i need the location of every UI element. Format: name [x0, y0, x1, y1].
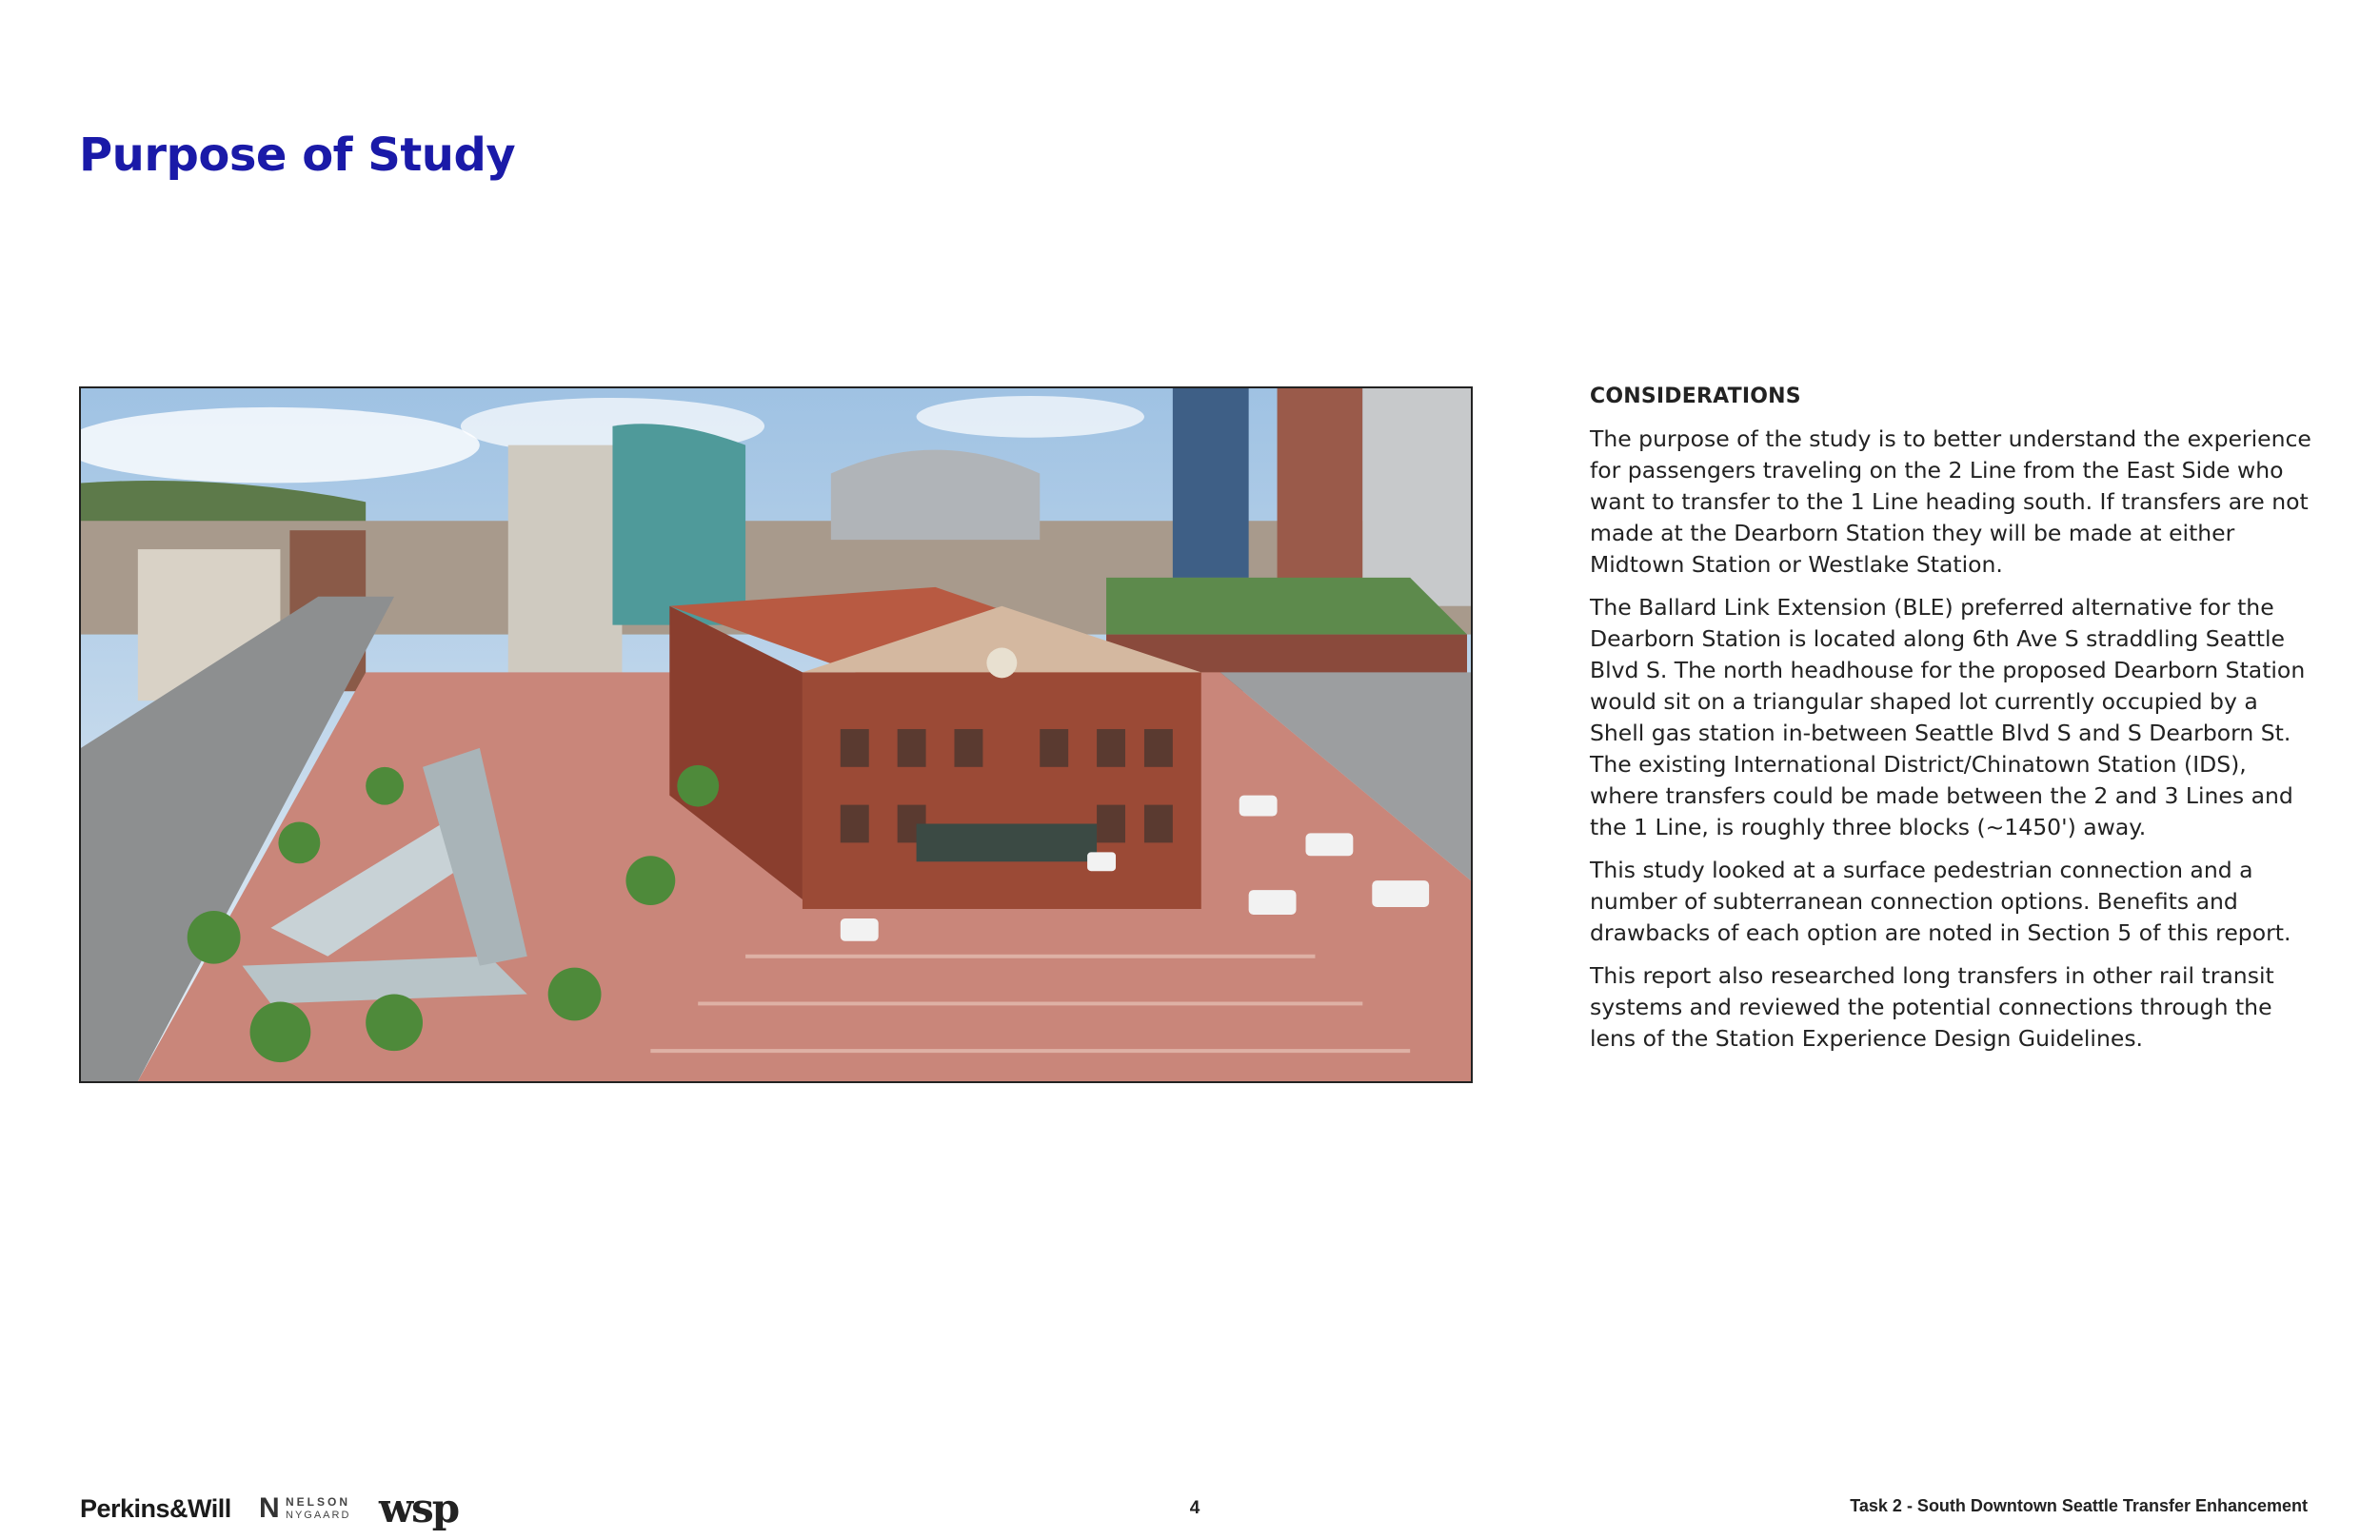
nelson-nygaard-mark: N [259, 1492, 280, 1524]
considerations-paragraph-4: This report also researched long transfers in other rail transit systems and reviewed the potential connections through the lens of the Station Experience Design Guidelines. [1590, 962, 2274, 1052]
page-title: Purpose of Study [79, 128, 516, 182]
document-title: Task 2 - South Downtown Seattle Transfer Enhancement [1850, 1496, 2308, 1515]
aerial-photo-union-station [79, 386, 1473, 1083]
page-number: 4 [1189, 1498, 1200, 1518]
wsp-logo: wsp [379, 1485, 459, 1531]
considerations-section [1590, 381, 2313, 1066]
considerations-paragraph-3: This study looked at a surface pedestrian connection and a number of subterranean connection options. Benefits and drawbacks of each option are noted in Section 5 of this report. [1590, 857, 2291, 946]
nelson-nygaard-bottom: NYGAARD [286, 1510, 351, 1521]
considerations-heading: CONSIDERATIONS [1590, 385, 1801, 408]
nelson-nygaard-top: NELSON [286, 1495, 351, 1509]
perkins-will-logo: Perkins&Will [80, 1494, 231, 1523]
considerations-paragraph-2: The Ballard Link Extension (BLE) preferred alternative for the Dearborn Station is located along 6th Ave S straddling Seattle Blvd S. The north headhouse for the proposed Dearborn Station would sit on a triangular shaped lot currently occupied by a Shell gas station in-between Seattle Blvd S and S Dearborn St. The existing International District/Chinatown Station (IDS), where transfers could be made between the 2 and 3 Lines and the 1 Line, is roughly three blocks (~1450') away. [1590, 594, 2306, 840]
aerial-photo-illustration [81, 388, 1471, 1081]
page-footer [0, 1485, 2380, 1532]
considerations-paragraph-1: The purpose of the study is to better understand the experience for passengers traveling on the 2 Line from the East Side who want to transfer to the 1 Line heading south. If transfers are not made at the Dearborn Station they will be made at either Midtown Station or Westlake Station. [1590, 425, 2311, 578]
